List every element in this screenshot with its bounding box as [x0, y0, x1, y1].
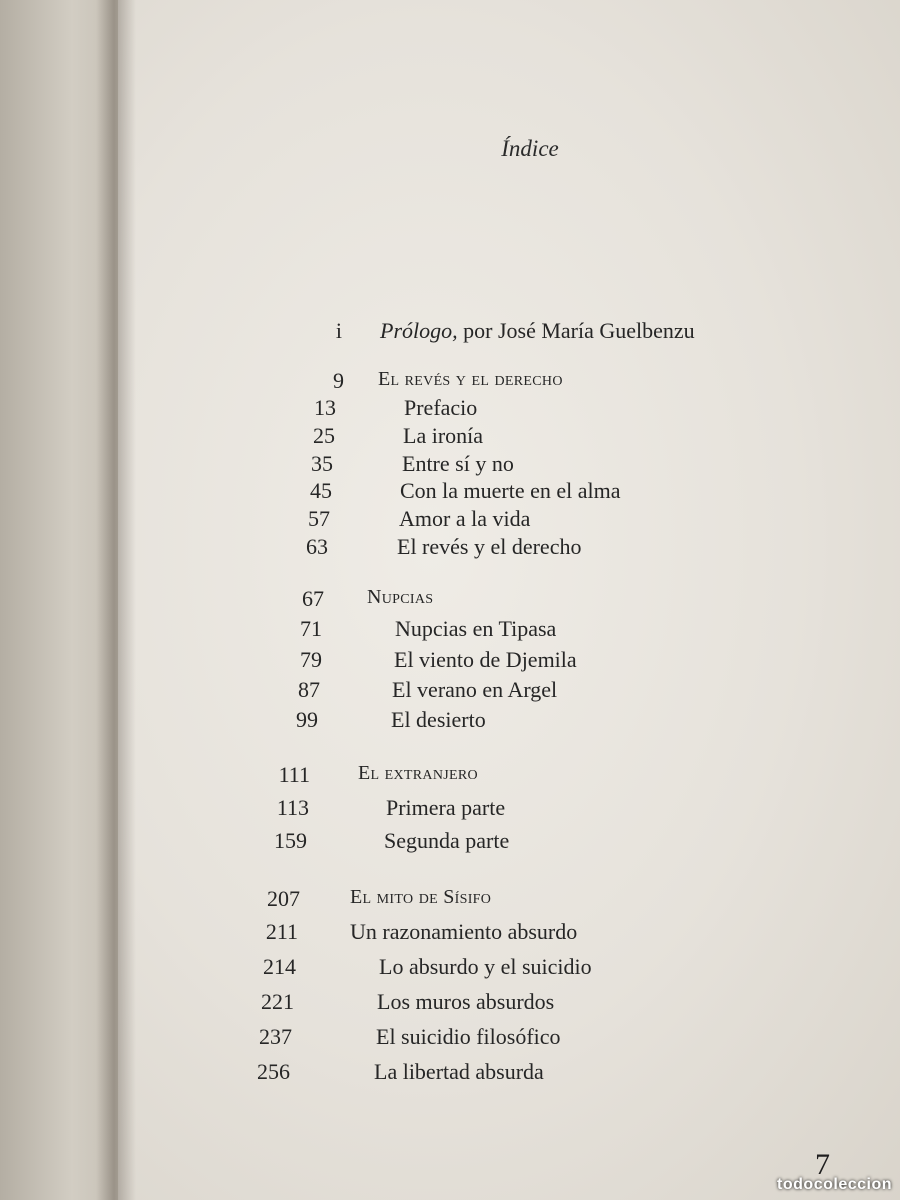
toc-page-number: 214 — [263, 954, 296, 979]
toc-page-number: 9 — [333, 368, 344, 393]
toc-entry-title: Entre sí y no — [402, 451, 514, 476]
toc-page-number: 237 — [259, 1024, 292, 1049]
toc-page-number: 67 — [302, 586, 324, 611]
toc-section-title: El mito de Sísifo — [350, 886, 492, 908]
toc-page-number: 159 — [274, 828, 307, 853]
toc-entry-title: Con la muerte en el alma — [400, 478, 621, 503]
toc-entry-title: Nupcias en Tipasa — [395, 616, 557, 641]
toc-page-number: 113 — [276, 795, 309, 820]
toc-entry-title: El revés y el derecho — [397, 534, 582, 559]
toc-page-number: 221 — [261, 989, 294, 1014]
toc-page-number: 57 — [308, 506, 330, 531]
toc-page-number: 111 — [278, 762, 310, 787]
toc-entry-title: La ironía — [403, 423, 484, 448]
toc-page-number: 25 — [313, 423, 335, 448]
toc-page-number: 99 — [296, 707, 318, 732]
toc-page-number: i — [335, 318, 342, 343]
toc-prologue-title — [380, 318, 695, 344]
toc-entry-title: El viento de Djemila — [394, 647, 577, 672]
toc-entry-title: Los muros absurdos — [377, 989, 555, 1014]
toc-entry-title: El desierto — [391, 707, 486, 732]
toc-entry-title: La libertad absurda — [374, 1059, 544, 1084]
toc-entry-title: Segunda parte — [384, 828, 510, 853]
toc-section-title: El extranjero — [358, 762, 478, 784]
page-number: 7 — [815, 1148, 830, 1181]
toc-section-title: Nupcias — [367, 586, 434, 608]
toc-entry-title: Primera parte — [386, 795, 506, 820]
toc-entry-title: Amor a la vida — [399, 506, 531, 531]
toc-entry-title: Un razonamiento absurdo — [350, 919, 578, 944]
toc-page-number: 79 — [300, 647, 322, 672]
toc-page-number: 63 — [306, 534, 328, 559]
prologue-label: Prólogo, — [380, 318, 458, 343]
toc-entry-title: El suicidio filosófico — [376, 1024, 561, 1049]
toc-page-number: 35 — [311, 451, 333, 476]
toc-page-number: 256 — [257, 1059, 290, 1084]
toc-page-number: 87 — [298, 677, 320, 702]
toc-entry-title: Lo absurdo y el suicidio — [379, 954, 592, 979]
toc-page-number: 13 — [314, 395, 336, 420]
toc-page-number: 211 — [265, 919, 298, 944]
toc-entry-title: Prefacio — [404, 395, 478, 420]
toc-entry-title: El verano en Argel — [392, 677, 558, 702]
toc-page-number: 71 — [300, 616, 322, 641]
toc-section-title: El revés y el derecho — [378, 368, 563, 390]
prologue-author: por José María Guelbenzu — [457, 318, 695, 343]
toc-page-number: 207 — [267, 886, 300, 911]
watermark-logo: todocoleccion — [777, 1176, 892, 1193]
toc-page-number: 45 — [310, 478, 332, 503]
toc-heading: Índice — [501, 136, 559, 161]
